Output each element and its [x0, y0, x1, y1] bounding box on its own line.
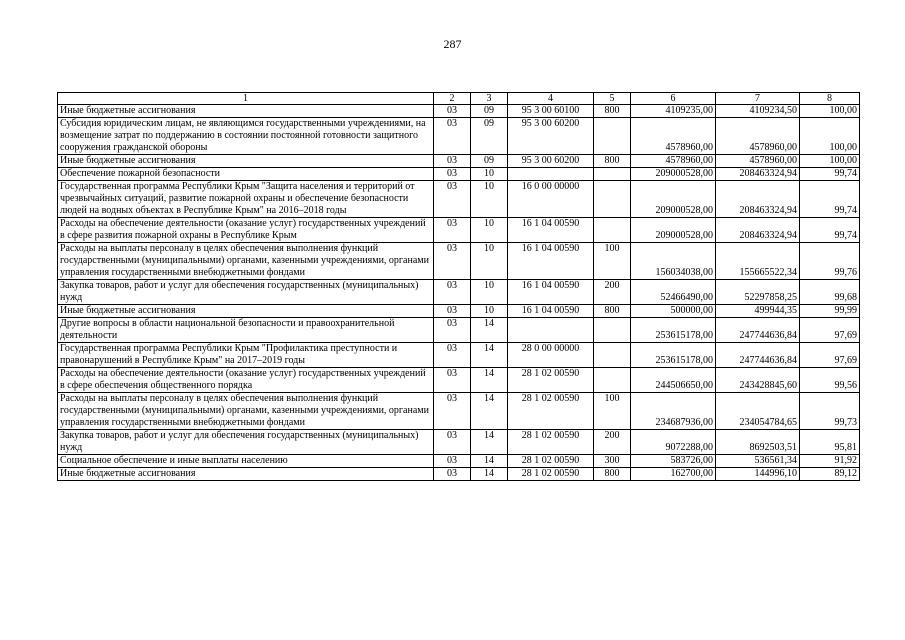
expense-type-cell: 800 — [594, 155, 631, 168]
expense-type-cell: 800 — [594, 468, 631, 481]
table-row — [58, 468, 860, 481]
target-article-cell: 28 1 02 00590 — [508, 468, 594, 481]
subsection-cell: 09 — [471, 105, 508, 118]
actual-amount-cell: 155665522,34 — [716, 243, 800, 280]
planned-amount-cell: 500000,00 — [631, 305, 716, 318]
target-article-cell — [508, 168, 594, 181]
section-cell: 03 — [434, 305, 471, 318]
percent-cell: 97,69 — [800, 318, 860, 343]
subsection-cell: 14 — [471, 343, 508, 368]
section-cell: 03 — [434, 343, 471, 368]
row-name-cell: Иные бюджетные ассигнования — [58, 305, 434, 318]
percent-cell: 99,74 — [800, 168, 860, 181]
table-row — [58, 118, 860, 155]
expense-type-cell — [594, 181, 631, 218]
target-article-cell: 28 1 02 00590 — [508, 393, 594, 430]
section-cell: 03 — [434, 218, 471, 243]
subsection-cell: 10 — [471, 305, 508, 318]
percent-cell: 99,74 — [800, 181, 860, 218]
table-row — [58, 318, 860, 343]
expense-type-cell: 200 — [594, 280, 631, 305]
percent-cell: 99,56 — [800, 368, 860, 393]
planned-amount-cell: 4578960,00 — [631, 155, 716, 168]
row-name-cell: Государственная программа Республики Крым "Защита населения и территорий от чрезвычайных ситуаций, развитие пожарной охраны и обеспечение безопасности людей на водных объектах в Республике Крым" на 2016–2018 годы — [58, 181, 434, 218]
actual-amount-cell: 144996,10 — [716, 468, 800, 481]
percent-cell: 89,12 — [800, 468, 860, 481]
table-row — [58, 368, 860, 393]
subsection-cell: 09 — [471, 118, 508, 155]
planned-amount-cell: 4109235,00 — [631, 105, 716, 118]
section-cell: 03 — [434, 318, 471, 343]
row-name-cell: Закупка товаров, работ и услуг для обеспечения государственных (муниципальных) нужд — [58, 430, 434, 455]
percent-cell: 99,76 — [800, 243, 860, 280]
section-cell: 03 — [434, 118, 471, 155]
header-cell: 3 — [471, 93, 508, 105]
target-article-cell: 16 1 04 00590 — [508, 243, 594, 280]
row-name-cell: Иные бюджетные ассигнования — [58, 468, 434, 481]
table-row — [58, 455, 860, 468]
target-article-cell: 28 1 02 00590 — [508, 430, 594, 455]
target-article-cell: 16 1 04 00590 — [508, 280, 594, 305]
actual-amount-cell: 4578960,00 — [716, 155, 800, 168]
target-article-cell: 95 3 00 60200 — [508, 155, 594, 168]
actual-amount-cell: 52297858,25 — [716, 280, 800, 305]
row-name-cell: Другие вопросы в области национальной безопасности и правоохранительной деятельности — [58, 318, 434, 343]
section-cell: 03 — [434, 393, 471, 430]
planned-amount-cell: 156034038,00 — [631, 243, 716, 280]
table-row — [58, 105, 860, 118]
expense-type-cell: 800 — [594, 105, 631, 118]
expense-type-cell — [594, 343, 631, 368]
percent-cell: 100,00 — [800, 155, 860, 168]
table-row — [58, 155, 860, 168]
section-cell: 03 — [434, 181, 471, 218]
table-row — [58, 393, 860, 430]
subsection-cell: 14 — [471, 430, 508, 455]
header-cell: 6 — [631, 93, 716, 105]
actual-amount-cell: 247744636,84 — [716, 318, 800, 343]
actual-amount-cell: 208463324,94 — [716, 168, 800, 181]
target-article-cell: 16 1 04 00590 — [508, 305, 594, 318]
table-row — [58, 305, 860, 318]
percent-cell: 99,68 — [800, 280, 860, 305]
planned-amount-cell: 209000528,00 — [631, 168, 716, 181]
subsection-cell: 10 — [471, 280, 508, 305]
percent-cell: 99,99 — [800, 305, 860, 318]
row-name-cell: Расходы на обеспечение деятельности (оказание услуг) государственных учреждений в сфере обеспечения общественного порядка — [58, 368, 434, 393]
subsection-cell: 14 — [471, 393, 508, 430]
row-name-cell: Субсидия юридическим лицам, не являющимся государственными учреждениями, на возмещение затрат по поддержанию в состоянии постоянной готовности защитного сооружения гражданской обороны — [58, 118, 434, 155]
planned-amount-cell: 52466490,00 — [631, 280, 716, 305]
actual-amount-cell: 243428845,60 — [716, 368, 800, 393]
section-cell: 03 — [434, 105, 471, 118]
actual-amount-cell: 536561,34 — [716, 455, 800, 468]
target-article-cell — [508, 318, 594, 343]
section-cell: 03 — [434, 168, 471, 181]
expense-type-cell — [594, 118, 631, 155]
subsection-cell: 14 — [471, 318, 508, 343]
target-article-cell: 28 1 02 00590 — [508, 455, 594, 468]
expense-type-cell: 100 — [594, 393, 631, 430]
planned-amount-cell: 162700,00 — [631, 468, 716, 481]
subsection-cell: 10 — [471, 168, 508, 181]
planned-amount-cell: 9072288,00 — [631, 430, 716, 455]
section-cell: 03 — [434, 468, 471, 481]
expense-type-cell: 100 — [594, 243, 631, 280]
percent-cell: 99,74 — [800, 218, 860, 243]
table-row — [58, 218, 860, 243]
percent-cell: 97,69 — [800, 343, 860, 368]
section-cell: 03 — [434, 430, 471, 455]
subsection-cell: 09 — [471, 155, 508, 168]
target-article-cell: 95 3 00 60100 — [508, 105, 594, 118]
row-name-cell: Иные бюджетные ассигнования — [58, 105, 434, 118]
page-number: 287 — [443, 37, 462, 51]
subsection-cell: 10 — [471, 218, 508, 243]
expense-type-cell — [594, 368, 631, 393]
section-cell: 03 — [434, 155, 471, 168]
row-name-cell: Социальное обеспечение и иные выплаты населению — [58, 455, 434, 468]
row-name-cell: Расходы на выплаты персоналу в целях обеспечения выполнения функций государственными (муниципальными) органами, казенными учреждениями, органами управления государственными внебюджетными фондами — [58, 393, 434, 430]
planned-amount-cell: 253615178,00 — [631, 343, 716, 368]
header-row — [58, 93, 860, 105]
target-article-cell: 95 3 00 60200 — [508, 118, 594, 155]
section-cell: 03 — [434, 455, 471, 468]
table-row — [58, 243, 860, 280]
actual-amount-cell: 247744636,84 — [716, 343, 800, 368]
row-name-cell: Расходы на выплаты персоналу в целях обеспечения выполнения функций государственными (муниципальными) органами, казенными учреждениями, органами управления государственными внебюджетными фондами — [58, 243, 434, 280]
planned-amount-cell: 244506650,00 — [631, 368, 716, 393]
planned-amount-cell: 209000528,00 — [631, 218, 716, 243]
planned-amount-cell: 4578960,00 — [631, 118, 716, 155]
header-cell: 4 — [508, 93, 594, 105]
expense-type-cell: 200 — [594, 430, 631, 455]
percent-cell: 95,81 — [800, 430, 860, 455]
planned-amount-cell: 234687936,00 — [631, 393, 716, 430]
planned-amount-cell: 209000528,00 — [631, 181, 716, 218]
actual-amount-cell: 4109234,50 — [716, 105, 800, 118]
percent-cell: 100,00 — [800, 105, 860, 118]
subsection-cell: 14 — [471, 368, 508, 393]
header-cell: 7 — [716, 93, 800, 105]
row-name-cell: Расходы на обеспечение деятельности (оказание услуг) государственных учреждений в сфере развития пожарной охраны в Республике Крым — [58, 218, 434, 243]
header-cell: 8 — [800, 93, 860, 105]
planned-amount-cell: 253615178,00 — [631, 318, 716, 343]
actual-amount-cell: 4578960,00 — [716, 118, 800, 155]
actual-amount-cell: 234054784,65 — [716, 393, 800, 430]
row-name-cell: Закупка товаров, работ и услуг для обеспечения государственных (муниципальных) нужд — [58, 280, 434, 305]
expense-type-cell: 800 — [594, 305, 631, 318]
header-cell: 1 — [58, 93, 434, 105]
actual-amount-cell: 208463324,94 — [716, 181, 800, 218]
section-cell: 03 — [434, 243, 471, 280]
table-row — [58, 343, 860, 368]
expense-type-cell: 300 — [594, 455, 631, 468]
table-row — [58, 280, 860, 305]
target-article-cell: 16 0 00 00000 — [508, 181, 594, 218]
header-cell: 5 — [594, 93, 631, 105]
table-row — [58, 168, 860, 181]
header-cell: 2 — [434, 93, 471, 105]
subsection-cell: 10 — [471, 243, 508, 280]
subsection-cell: 14 — [471, 468, 508, 481]
actual-amount-cell: 499944,35 — [716, 305, 800, 318]
table-row — [58, 430, 860, 455]
section-cell: 03 — [434, 280, 471, 305]
expense-type-cell — [594, 318, 631, 343]
actual-amount-cell: 8692503,51 — [716, 430, 800, 455]
budget-table — [57, 92, 860, 481]
row-name-cell: Государственная программа Республики Крым "Профилактика преступности и правонарушений в Республике Крым" на 2017–2019 годы — [58, 343, 434, 368]
row-name-cell: Иные бюджетные ассигнования — [58, 155, 434, 168]
subsection-cell: 10 — [471, 181, 508, 218]
expense-type-cell — [594, 168, 631, 181]
section-cell: 03 — [434, 368, 471, 393]
percent-cell: 91,92 — [800, 455, 860, 468]
percent-cell: 99,73 — [800, 393, 860, 430]
row-name-cell: Обеспечение пожарной безопасности — [58, 168, 434, 181]
target-article-cell: 16 1 04 00590 — [508, 218, 594, 243]
actual-amount-cell: 208463324,94 — [716, 218, 800, 243]
percent-cell: 100,00 — [800, 118, 860, 155]
target-article-cell: 28 0 00 00000 — [508, 343, 594, 368]
expense-type-cell — [594, 218, 631, 243]
table-row — [58, 181, 860, 218]
subsection-cell: 14 — [471, 455, 508, 468]
target-article-cell: 28 1 02 00590 — [508, 368, 594, 393]
planned-amount-cell: 583726,00 — [631, 455, 716, 468]
